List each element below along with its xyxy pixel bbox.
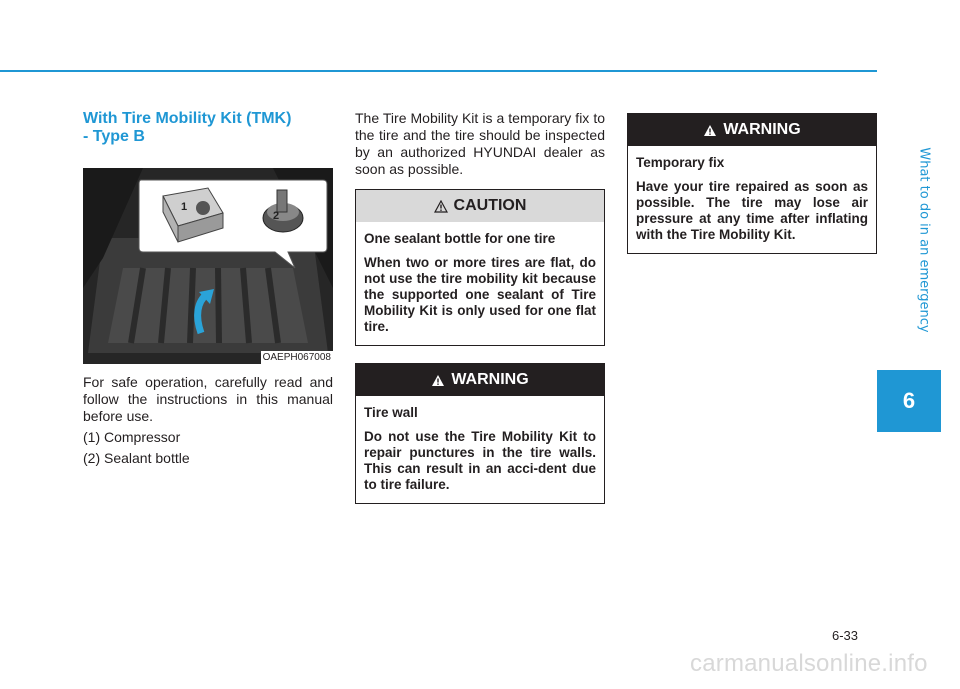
tire-wall-warning-body (356, 396, 604, 503)
tire-wall-warning-title: Tire wall (364, 405, 418, 420)
left-column (83, 110, 333, 467)
temporary-fix-warning-header (628, 114, 876, 146)
caution-body (356, 222, 604, 345)
chapter-tab[interactable]: 6 (877, 370, 941, 432)
page-number: 6-33 (832, 628, 859, 643)
caution-label: CAUTION (453, 197, 527, 214)
caution-text: When two or more tires are flat, do not use the tire mobility kit because the supported one sealant of Tire Mobility Kit is only used for one flat tire. (364, 255, 596, 334)
chapter-side-title (888, 0, 960, 380)
heading-line-1: With Tire Mobility Kit (TMK) (83, 110, 292, 127)
trunk-illustration (83, 168, 333, 364)
temporary-fix-warning-box (627, 113, 877, 254)
footer-watermark: carmanualsonline.info (690, 650, 928, 677)
header-rule (0, 70, 877, 72)
temporary-fix-title: Temporary fix (636, 155, 725, 170)
safety-paragraph: For safe operation, carefully read and follow the instructions in this manual before use. (83, 374, 333, 424)
caution-box (355, 189, 605, 346)
tire-wall-warning-text: Do not use the Tire Mobility Kit to repair punctures in the tire walls. This can result in an acci-dent due to tire failure. (364, 429, 596, 492)
trunk-photo (83, 168, 333, 364)
photo-caption: OAEPH067008 (262, 352, 331, 363)
section-heading (83, 110, 333, 146)
temporary-fix-warning-label: WARNING (723, 121, 801, 138)
heading-line-2: - Type B (83, 128, 145, 145)
list-item-sealant: (2) Sealant bottle (83, 450, 190, 466)
caution-header (356, 190, 604, 222)
callout-2: 2 (273, 210, 280, 222)
middle-column (355, 110, 605, 178)
tire-wall-warning-header (356, 364, 604, 396)
chapter-title-text: What to do in an emergency (916, 147, 932, 333)
list-item-compressor: (1) Compressor (83, 429, 181, 445)
callout-1: 1 (181, 201, 188, 213)
caution-triangle-icon (434, 200, 448, 213)
warning-triangle-icon (431, 374, 445, 387)
temporary-fix-text: Have your tire repaired as soon as possible. The tire may lose air pressure at any time after inflating with the Tire Mobility Kit. (636, 179, 868, 242)
tire-wall-warning-label: WARNING (451, 371, 529, 388)
tire-wall-warning-box (355, 363, 605, 504)
caution-title: One sealant bottle for one tire (364, 231, 556, 246)
intro-paragraph: The Tire Mobility Kit is a temporary fix to the tire and the tire should be inspected by an authorized HYUNDAI dealer as soon as possible. (355, 110, 605, 177)
warning-triangle-icon (703, 124, 717, 137)
temporary-fix-warning-body (628, 146, 876, 253)
